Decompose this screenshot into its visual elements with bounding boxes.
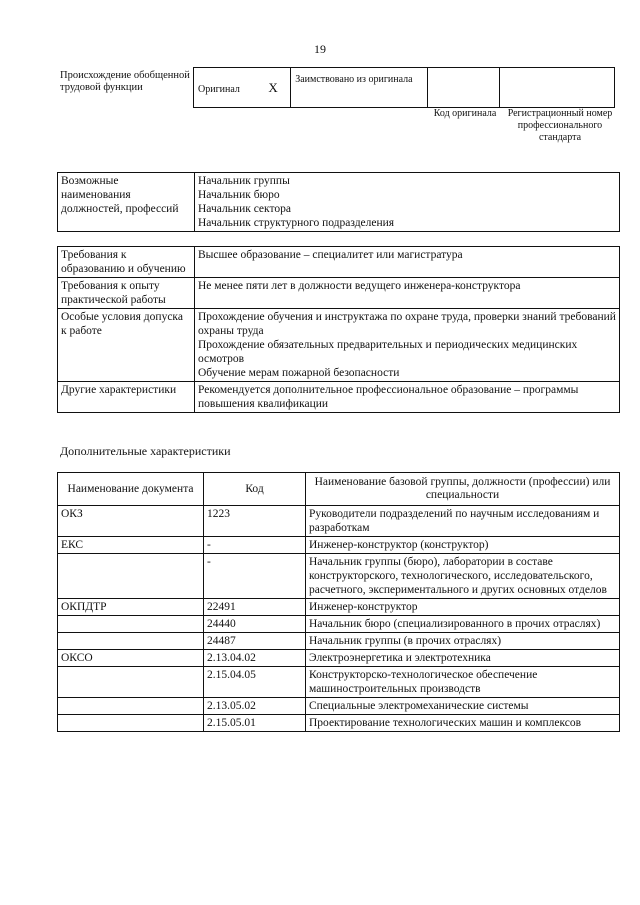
requirement-label: Особые условия допуска к работе bbox=[58, 309, 195, 382]
requirement-row bbox=[58, 247, 620, 278]
table-row bbox=[58, 537, 620, 554]
requirement-line: Прохождение обучения и инструктажа по охране труда, проверки знаний требований охраны труда bbox=[198, 311, 616, 337]
position-item: Начальник сектора bbox=[198, 203, 291, 215]
original-mark: X bbox=[268, 79, 278, 95]
code-cell: 22491 bbox=[204, 599, 306, 616]
page-number: 19 bbox=[314, 42, 326, 56]
doc-cell bbox=[58, 698, 204, 715]
table-row bbox=[58, 506, 620, 537]
reg-number-label: Регистрационный номер профессионального стандарта bbox=[507, 108, 613, 143]
name-cell: Начальник бюро (специализированного в прочих отраслях) bbox=[306, 616, 620, 633]
requirement-label: Требования к опыту практической работы bbox=[58, 278, 195, 309]
code-cell: 2.13.05.02 bbox=[204, 698, 306, 715]
column-header-code: Код bbox=[204, 473, 306, 506]
name-cell: Конструкторско-технологическое обеспечение машиностроительных производств bbox=[306, 667, 620, 698]
requirement-row bbox=[58, 382, 620, 413]
code-cell: 24440 bbox=[204, 616, 306, 633]
reg-number-cell bbox=[500, 68, 615, 108]
column-header-name: Наименование базовой группы, должности (профессии) или специальности bbox=[306, 473, 620, 506]
requirement-row bbox=[58, 309, 620, 382]
requirements-table bbox=[57, 246, 620, 413]
requirement-value bbox=[195, 382, 620, 413]
code-original-label: Код оригинала bbox=[433, 108, 497, 119]
requirement-value bbox=[195, 247, 620, 278]
table-row bbox=[58, 599, 620, 616]
requirement-line: Высшее образование – специалитет или магистратура bbox=[198, 249, 463, 261]
name-cell: Начальник группы (бюро), лаборатории в составе конструкторского, технологического, исследовательского, расчетного, экспериментального и других основных отделов bbox=[306, 554, 620, 599]
extra-characteristics-table bbox=[57, 472, 620, 732]
name-cell: Электроэнергетика и электротехника bbox=[306, 650, 620, 667]
name-cell: Руководители подразделений по научным исследованиям и разработкам bbox=[306, 506, 620, 537]
name-cell: Инженер-конструктор (конструктор) bbox=[306, 537, 620, 554]
table-row bbox=[58, 554, 620, 599]
table-row bbox=[58, 698, 620, 715]
name-cell: Инженер-конструктор bbox=[306, 599, 620, 616]
code-cell: - bbox=[204, 537, 306, 554]
code-cell: 24487 bbox=[204, 633, 306, 650]
code-original-cell bbox=[427, 68, 500, 108]
position-item: Начальник группы bbox=[198, 175, 290, 187]
origin-table bbox=[193, 67, 615, 108]
requirement-line: Прохождение обязательных предварительных и периодических медицинских осмотров bbox=[198, 339, 578, 365]
doc-cell: ОКПДТР bbox=[58, 599, 204, 616]
requirement-value bbox=[195, 278, 620, 309]
column-header-document: Наименование документа bbox=[58, 473, 204, 506]
requirement-line: Рекомендуется дополнительное профессиональное образование – программы повышения квалификации bbox=[198, 384, 579, 410]
code-cell: 1223 bbox=[204, 506, 306, 537]
code-cell: 2.15.04.05 bbox=[204, 667, 306, 698]
doc-cell bbox=[58, 633, 204, 650]
requirement-label: Другие характеристики bbox=[58, 382, 195, 413]
borrowed-cell: Заимствовано из оригинала bbox=[291, 68, 427, 108]
code-cell: - bbox=[204, 554, 306, 599]
table-row bbox=[58, 616, 620, 633]
requirement-line: Обучение мерам пожарной безопасности bbox=[198, 367, 400, 379]
table-row bbox=[58, 715, 620, 732]
name-cell: Специальные электромеханические системы bbox=[306, 698, 620, 715]
doc-cell bbox=[58, 715, 204, 732]
doc-cell: ОКЗ bbox=[58, 506, 204, 537]
table-header-row bbox=[58, 473, 620, 506]
table-row bbox=[58, 633, 620, 650]
doc-cell: ОКСО bbox=[58, 650, 204, 667]
table-row bbox=[58, 667, 620, 698]
original-cell bbox=[194, 68, 291, 108]
requirement-value bbox=[195, 309, 620, 382]
code-cell: 2.13.04.02 bbox=[204, 650, 306, 667]
doc-cell bbox=[58, 554, 204, 599]
name-cell: Начальник группы (в прочих отраслях) bbox=[306, 633, 620, 650]
table-row bbox=[58, 650, 620, 667]
doc-cell: ЕКС bbox=[58, 537, 204, 554]
name-cell: Проектирование технологических машин и комплексов bbox=[306, 715, 620, 732]
position-item: Начальник структурного подразделения bbox=[198, 217, 395, 229]
requirement-row bbox=[58, 278, 620, 309]
doc-cell bbox=[58, 667, 204, 698]
requirement-label: Требования к образованию и обучению bbox=[58, 247, 195, 278]
original-label: Оригинал bbox=[198, 83, 240, 95]
doc-cell bbox=[58, 616, 204, 633]
positions-label: Возможные наименования должностей, профессий bbox=[58, 173, 195, 232]
requirement-line: Не менее пяти лет в должности ведущего инженера-конструктора bbox=[198, 280, 521, 292]
position-item: Начальник бюро bbox=[198, 189, 280, 201]
code-cell: 2.15.05.01 bbox=[204, 715, 306, 732]
extra-characteristics-title: Дополнительные характеристики bbox=[60, 444, 231, 458]
positions-table bbox=[57, 172, 620, 232]
origin-label: Происхождение обобщенной трудовой функции bbox=[60, 70, 190, 93]
positions-values bbox=[195, 173, 620, 232]
